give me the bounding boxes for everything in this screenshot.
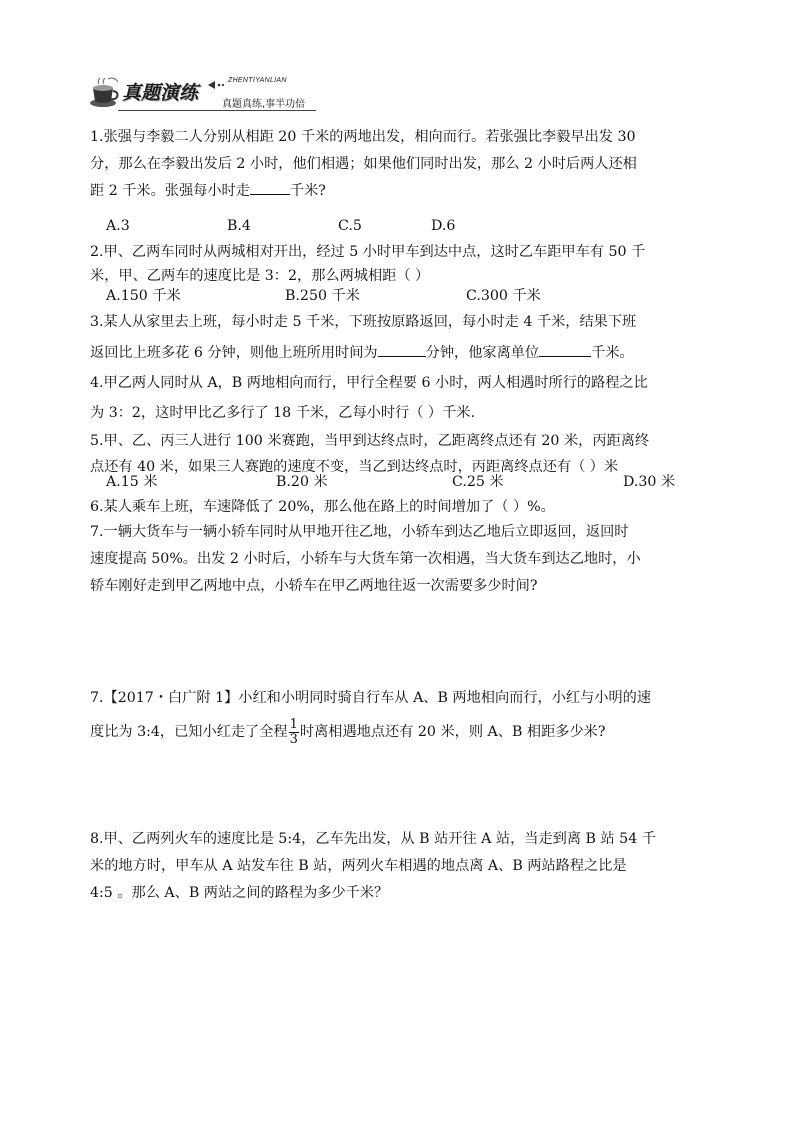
question-text: 4.甲乙两人同时从 A，B 两地相向而行，甲行全程要 6 小时，两人相遇时所行的路程之比 [90, 375, 648, 391]
question-text: 6.某人乘车上班，车速降低了 20%，那么他在路上的时间增加了（ ）%。 [90, 499, 555, 515]
option-a[interactable]: A.3 [106, 218, 130, 234]
fraction-one-third: $\frac{1}{3}$ [289, 716, 298, 747]
question-6 [90, 494, 708, 521]
option-b[interactable]: B.20 米 [276, 474, 328, 490]
banner-motto: 真题真练,事半功倍 [222, 99, 306, 110]
answer-blank[interactable] [539, 342, 591, 357]
option-b[interactable]: B.250 千米 [285, 288, 360, 304]
question-text: 度比为 3:4，已知小红走了全程 $\frac{1}{3}$ 时离相遇地点还有 20 米，则 A、B 相距多少米? [90, 716, 606, 747]
answer-blank[interactable] [250, 180, 290, 195]
option-d[interactable]: D.6 [431, 218, 456, 234]
banner-title: 真题演练 [122, 82, 199, 104]
question-text: 1.张强与李毅二人分别从相距 20 千米的两地出发，相向而行。若张强比李毅早出发 30 [90, 129, 636, 145]
option-c[interactable]: C.300 千米 [466, 288, 541, 304]
question-text: 速度提高 50%。出发 2 小时后，小轿车与大货车第一次相遇，当大货车到达乙地时，小 [90, 551, 641, 567]
section-banner [88, 74, 316, 112]
option-b[interactable]: B.4 [227, 218, 251, 234]
question-text: 点还有 40 米，如果三人赛跑的速度不变，当乙到达终点时，丙距离终点还有（ ）米 [90, 459, 619, 475]
question-text: 返回比上班多花 6 分钟，则他上班所用时间为 分钟，他家离单位 千米。 [90, 338, 708, 369]
question-text: 3.某人从家里去上班，每小时走 5 千米，下班按原路返回，每小时走 4 千米，结果下班 [90, 314, 637, 330]
option-c[interactable]: C.5 [338, 218, 362, 234]
question-1 [90, 124, 708, 205]
question-3 [90, 307, 708, 369]
teacup-icon [88, 76, 122, 110]
question-text: 分，那么在李毅出发后 2 小时，他们相遇；如果他们同时出发，那么 2 小时后两人还相 [90, 156, 637, 172]
question-text: 2.甲、乙两车同时从两城相对开出，经过 5 小时甲车到达中点，这时乙车距甲车有 50 千 [90, 244, 646, 260]
option-a[interactable]: A.15 米 [106, 474, 158, 490]
question-7-2017 [90, 681, 708, 749]
question-text: 为 3：2，这时甲比乙多行了 18 千米，乙每小时行（ ）千米. [90, 405, 475, 421]
question-text: 8.甲、乙两列火车的速度比是 5:4，乙车先出发，从 B 站开往 A 站，当走到离 B 站 54 千 [90, 831, 656, 847]
question-text: 4:5 。那么 A、B 两站之间的路程为多少千米？ [90, 885, 389, 901]
question-8 [90, 826, 708, 907]
question-text: 7.【2017・白广附 1】小红和小明同时骑自行车从 A、B 两地相向而行，小红与小明的速 [90, 690, 652, 706]
question-text: 米，甲、乙两车的速度比是 3：2，那么两城相距（ ） [90, 268, 430, 284]
question-4 [90, 368, 708, 428]
banner-pinyin: ZHENTIYANLIAN [228, 77, 287, 84]
option-d[interactable]: D.30 米 [623, 474, 676, 490]
question-text: 米的地方时，甲车从 A 站发车往 B 站，两列火车相遇的地点离 A、B 两站路程之比是 [90, 858, 627, 874]
option-c[interactable]: C.25 米 [452, 474, 504, 490]
question-text: 轿车刚好走到甲乙两地中点，小轿车在甲乙两地往返一次需要多少时间? [90, 578, 538, 594]
banner-divider [118, 110, 316, 111]
question-2 [90, 240, 708, 288]
question-5 [90, 428, 708, 480]
answer-blank[interactable] [378, 342, 426, 357]
question-text: 距 2 千米。张强每小时走 千米? [90, 178, 708, 205]
question-7 [90, 519, 708, 600]
question-text: 7.一辆大货车与一辆小轿车同时从甲地开往乙地，小轿车到达乙地后立即返回，返回时 [90, 524, 629, 540]
option-a[interactable]: A.150 千米 [106, 288, 181, 304]
question-text: 5.甲、乙、丙三人进行 100 米赛跑，当甲到达终点时，乙距离终点还有 20 米，丙距离终 [90, 433, 650, 449]
